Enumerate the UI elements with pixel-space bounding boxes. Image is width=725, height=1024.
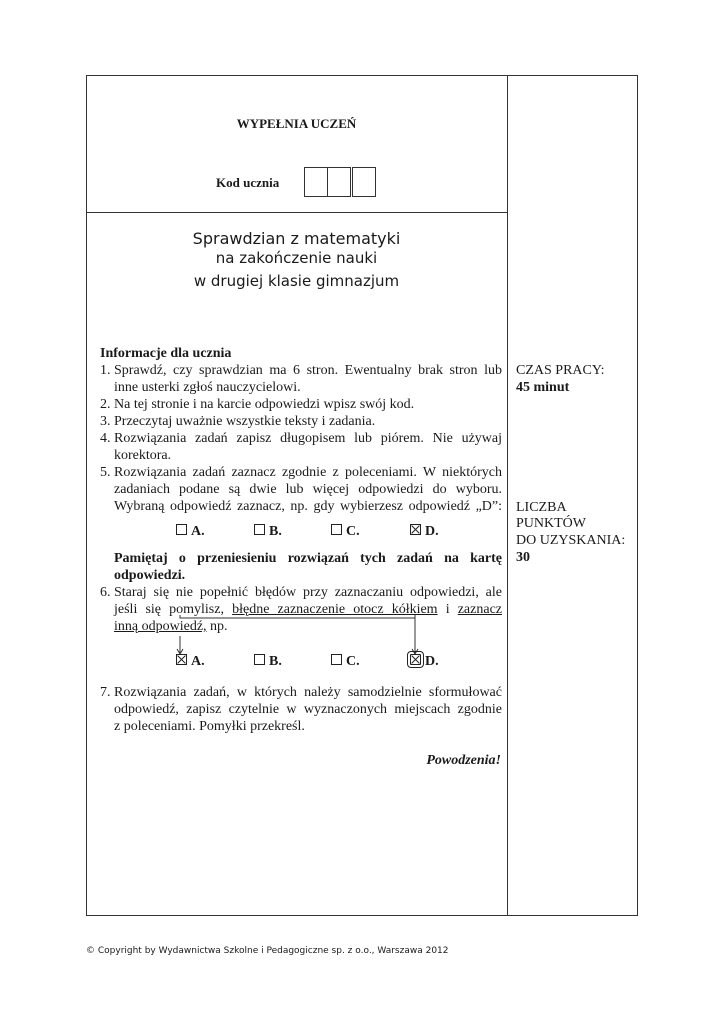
time-value: 45 minut <box>516 380 570 395</box>
item-5-line-1: Rozwiązania zadań zaznacz zgodnie z poleceniami. W niektórych <box>114 465 502 480</box>
item-number: 5. <box>100 465 111 480</box>
copyright-footer: © Copyright by Wydawnictwa Szkolne i Pedagogiczne sp. z o.o., Warszawa 2012 <box>86 946 449 956</box>
option-label: A. <box>191 524 205 539</box>
option-b <box>254 654 282 670</box>
option-d-circled <box>410 654 439 670</box>
item-number: 1. <box>100 363 111 378</box>
item-7-line-3: z poleceniami. Pomyłki przekreśl. <box>114 719 305 734</box>
student-code-label: Kod ucznia <box>216 175 280 190</box>
option-c <box>331 524 360 540</box>
checkbox-icon <box>176 524 187 535</box>
points-label-1: LICZBA <box>516 500 567 515</box>
option-label: D. <box>425 524 439 539</box>
item-7-line-1: Rozwiązania zadań, w których należy samodzielnie sformułować <box>114 685 502 700</box>
option-a <box>176 524 205 540</box>
item-5-line-2: zadaniach podane są dwie lub więcej odpowiedzi do wyboru. <box>114 482 502 497</box>
text-span: np. <box>206 619 228 634</box>
item-7-line-2: odpowiedź, zapisz czytelnie w wyznaczonych miejscach zgodnie <box>114 702 502 717</box>
item-number: 2. <box>100 397 111 412</box>
underlined-text: błędne zaznaczenie otocz kółkiem <box>232 602 438 617</box>
test-subtitle-2: w drugiej klasie gimnazjum <box>193 272 400 290</box>
item-1-line-1: Sprawdź, czy sprawdzian ma 6 stron. Ewentualny brak stron lub <box>114 363 502 378</box>
test-subtitle: na zakończenie nauki <box>215 249 378 267</box>
circled-checkbox-icon <box>410 654 421 665</box>
item-2-line-1: Na tej stronie i na karcie odpowiedzi wpisz swój kod. <box>114 397 415 412</box>
points-label-3: DO UZYSKANIA: <box>516 533 626 548</box>
column-divider <box>507 75 508 916</box>
option-label: C. <box>346 654 360 669</box>
item-6-line-1: Staraj się nie popełnić błędów przy zaznaczaniu odpowiedzi, ale <box>114 585 502 600</box>
item-4-line-1: Rozwiązania zadań zapisz długopisem lub piórem. Nie używaj <box>114 431 502 446</box>
item-number: 6. <box>100 585 111 600</box>
checked-checkbox-icon <box>176 654 187 665</box>
item-3-line-1: Przeczytaj uważnie wszystkie teksty i zadania. <box>114 414 376 429</box>
item-5-line-3: Wybraną odpowiedź zaznacz, np. gdy wybierzesz odpowiedź „D”: <box>114 499 502 514</box>
item-number: 3. <box>100 414 111 429</box>
good-luck-text: Powodzenia! <box>426 753 501 768</box>
correction-arrows <box>170 614 420 658</box>
option-a-marked <box>176 654 205 670</box>
option-label: B. <box>269 654 282 669</box>
option-c <box>331 654 360 670</box>
option-b <box>254 524 282 540</box>
remember-line-1: Pamiętaj o przeniesieniu rozwiązań tych zadań na kartę <box>114 551 502 566</box>
fill-label: WYPEŁNIA UCZEŃ <box>236 116 357 131</box>
checked-checkbox-icon <box>410 524 421 535</box>
option-label: D. <box>425 654 439 669</box>
remember-line-2: odpowiedzi. <box>114 568 186 583</box>
code-box-3[interactable] <box>352 167 376 197</box>
time-label: CZAS PRACY: <box>516 363 605 378</box>
text-span: jeśli się pomylisz, <box>114 602 224 617</box>
info-heading: Informacje dla ucznia <box>100 346 232 361</box>
points-value: 30 <box>516 550 530 565</box>
option-label: C. <box>346 524 360 539</box>
option-d <box>410 524 439 540</box>
item-number: 4. <box>100 431 111 446</box>
option-label: A. <box>191 654 205 669</box>
header-divider <box>86 212 507 213</box>
checkbox-icon <box>331 524 342 535</box>
checkbox-icon <box>331 654 342 665</box>
option-label: B. <box>269 524 282 539</box>
item-number: 7. <box>100 685 111 700</box>
code-box-2[interactable] <box>327 167 351 197</box>
text-span: i <box>445 602 450 617</box>
checkbox-icon <box>254 524 265 535</box>
item-1-line-2: inne usterki zgłoś nauczycielowi. <box>114 380 301 395</box>
checkbox-icon <box>254 654 265 665</box>
test-title: Sprawdzian z matematyki <box>192 229 401 248</box>
points-label-2: PUNKTÓW <box>516 516 586 531</box>
code-box-1[interactable] <box>304 167 328 197</box>
underlined-text: zaznacz <box>457 602 503 617</box>
underlined-text: inną odpowiedź, <box>114 619 207 634</box>
item-4-line-2: korektora. <box>114 448 172 463</box>
